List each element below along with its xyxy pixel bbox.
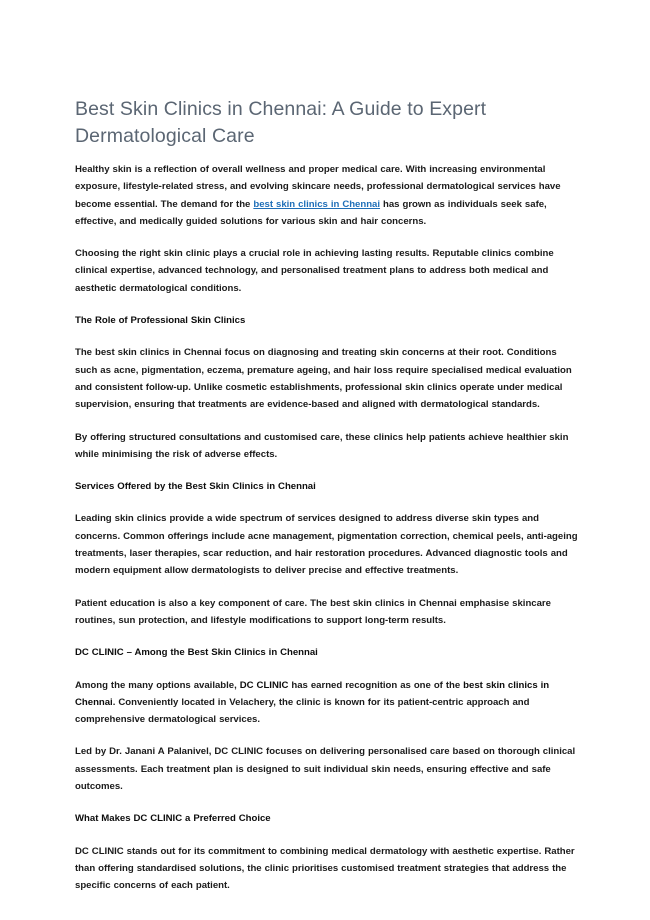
dc-clinic-recognition-paragraph [75,677,578,729]
heading-role-of-professional-skin-clinics: The Role of Professional Skin Clinics [75,315,246,327]
inline-text: . Conveniently located in Velachery, the clinic is known for its patient-centric approach and comprehensive dermatological services. [75,696,530,726]
intro-paragraph [75,161,578,230]
document-blocks [75,161,578,895]
inline-bold-text: DC CLINIC [239,679,289,691]
services-body-paragraph [75,510,578,579]
inline-text: By offering structured consultations and customised care, these clinics help patients achieve healthier skin while minimising the risk of adverse effects. [75,431,569,460]
document-body [75,96,578,895]
inline-text: Patient education is also a key component of care. The best skin clinics in Chennai emphasise skincare routines, sun protection, and lifestyle modifications to support long-term results. [75,597,551,626]
inline-text: Leading skin clinics provide a wide spectrum of services designed to address diverse skin types and concerns. Common offerings include acne management, pigmentation correction, chemical peels, anti-ageing treatments, laser therapies, scar reduction, and hair restoration procedures. Advanced diagnostic tools and modern equipment allow dermatologists to deliver precise and effective treatments. [75,513,578,577]
heading-dc-clinic-among-best: DC CLINIC – Among the Best Skin Clinics in Chennai [75,647,318,659]
heading-what-makes-dc-clinic-preferred: What Makes DC CLINIC a Preferred Choice [75,813,271,825]
inline-text: Among the many options available, [75,679,240,691]
inline-text: has grown as individuals seek safe, effective, and medically guided solutions for various skin and hair concerns. [75,198,547,227]
inline-text: Healthy skin is a reflection of overall wellness and proper medical care. With increasing environmental exposure, lifestyle-related stress, and evolving skincare needs, professional dermatological services have become essential. The demand for the [75,164,561,210]
inline-text: Led by Dr. Janani A Palanivel, DC CLINIC focuses on delivering personalised care based on thorough clinical assessments. Each treatment plan is designed to suit individual skin needs, ensuring effective and safe outcomes. [75,746,576,793]
structured-consultations-paragraph [75,429,578,464]
role-body-paragraph [75,344,578,413]
inline-text: has earned recognition as one of the [288,679,464,691]
inline-text: DC CLINIC stands out for its commitment to combining medical dermatology with aesthetic expertise. Rather than offering standardised solutions, the clinic prioritises customised treatment strategies that address the specific concerns of each patient. [75,845,575,892]
inline-text: The best skin clinics in Chennai focus on diagnosing and treating skin concerns at their root. Conditions such as acne, pigmentation, eczema, premature ageing, and hair loss require specialised medical evaluation and consistent follow-up. Unlike cosmetic establishments, professional skin clinics operate under medical supervision, ensuring that treatments are evidence-based and aligned with dermatological standards. [75,347,572,411]
patient-education-paragraph [75,595,578,630]
choosing-clinic-paragraph [75,245,578,297]
heading-services-offered: Services Offered by the Best Skin Clinics in Chennai [75,481,316,493]
page-title: Best Skin Clinics in Chennai: A Guide to Expert Dermatological Care [75,98,487,147]
inline-link[interactable]: best skin clinics in Chennai [253,198,381,210]
dc-clinic-leadership-paragraph [75,743,578,795]
inline-bold-text: best skin clinics in Chennai [75,679,550,708]
inline-text: Choosing the right skin clinic plays a crucial role in achieving lasting results. Reputable clinics combine clinical expertise, advanced technology, and personalised treatment plans to address both medical and aesthetic dermatological conditions. [75,248,554,294]
dc-clinic-differentiator-paragraph [75,843,578,895]
